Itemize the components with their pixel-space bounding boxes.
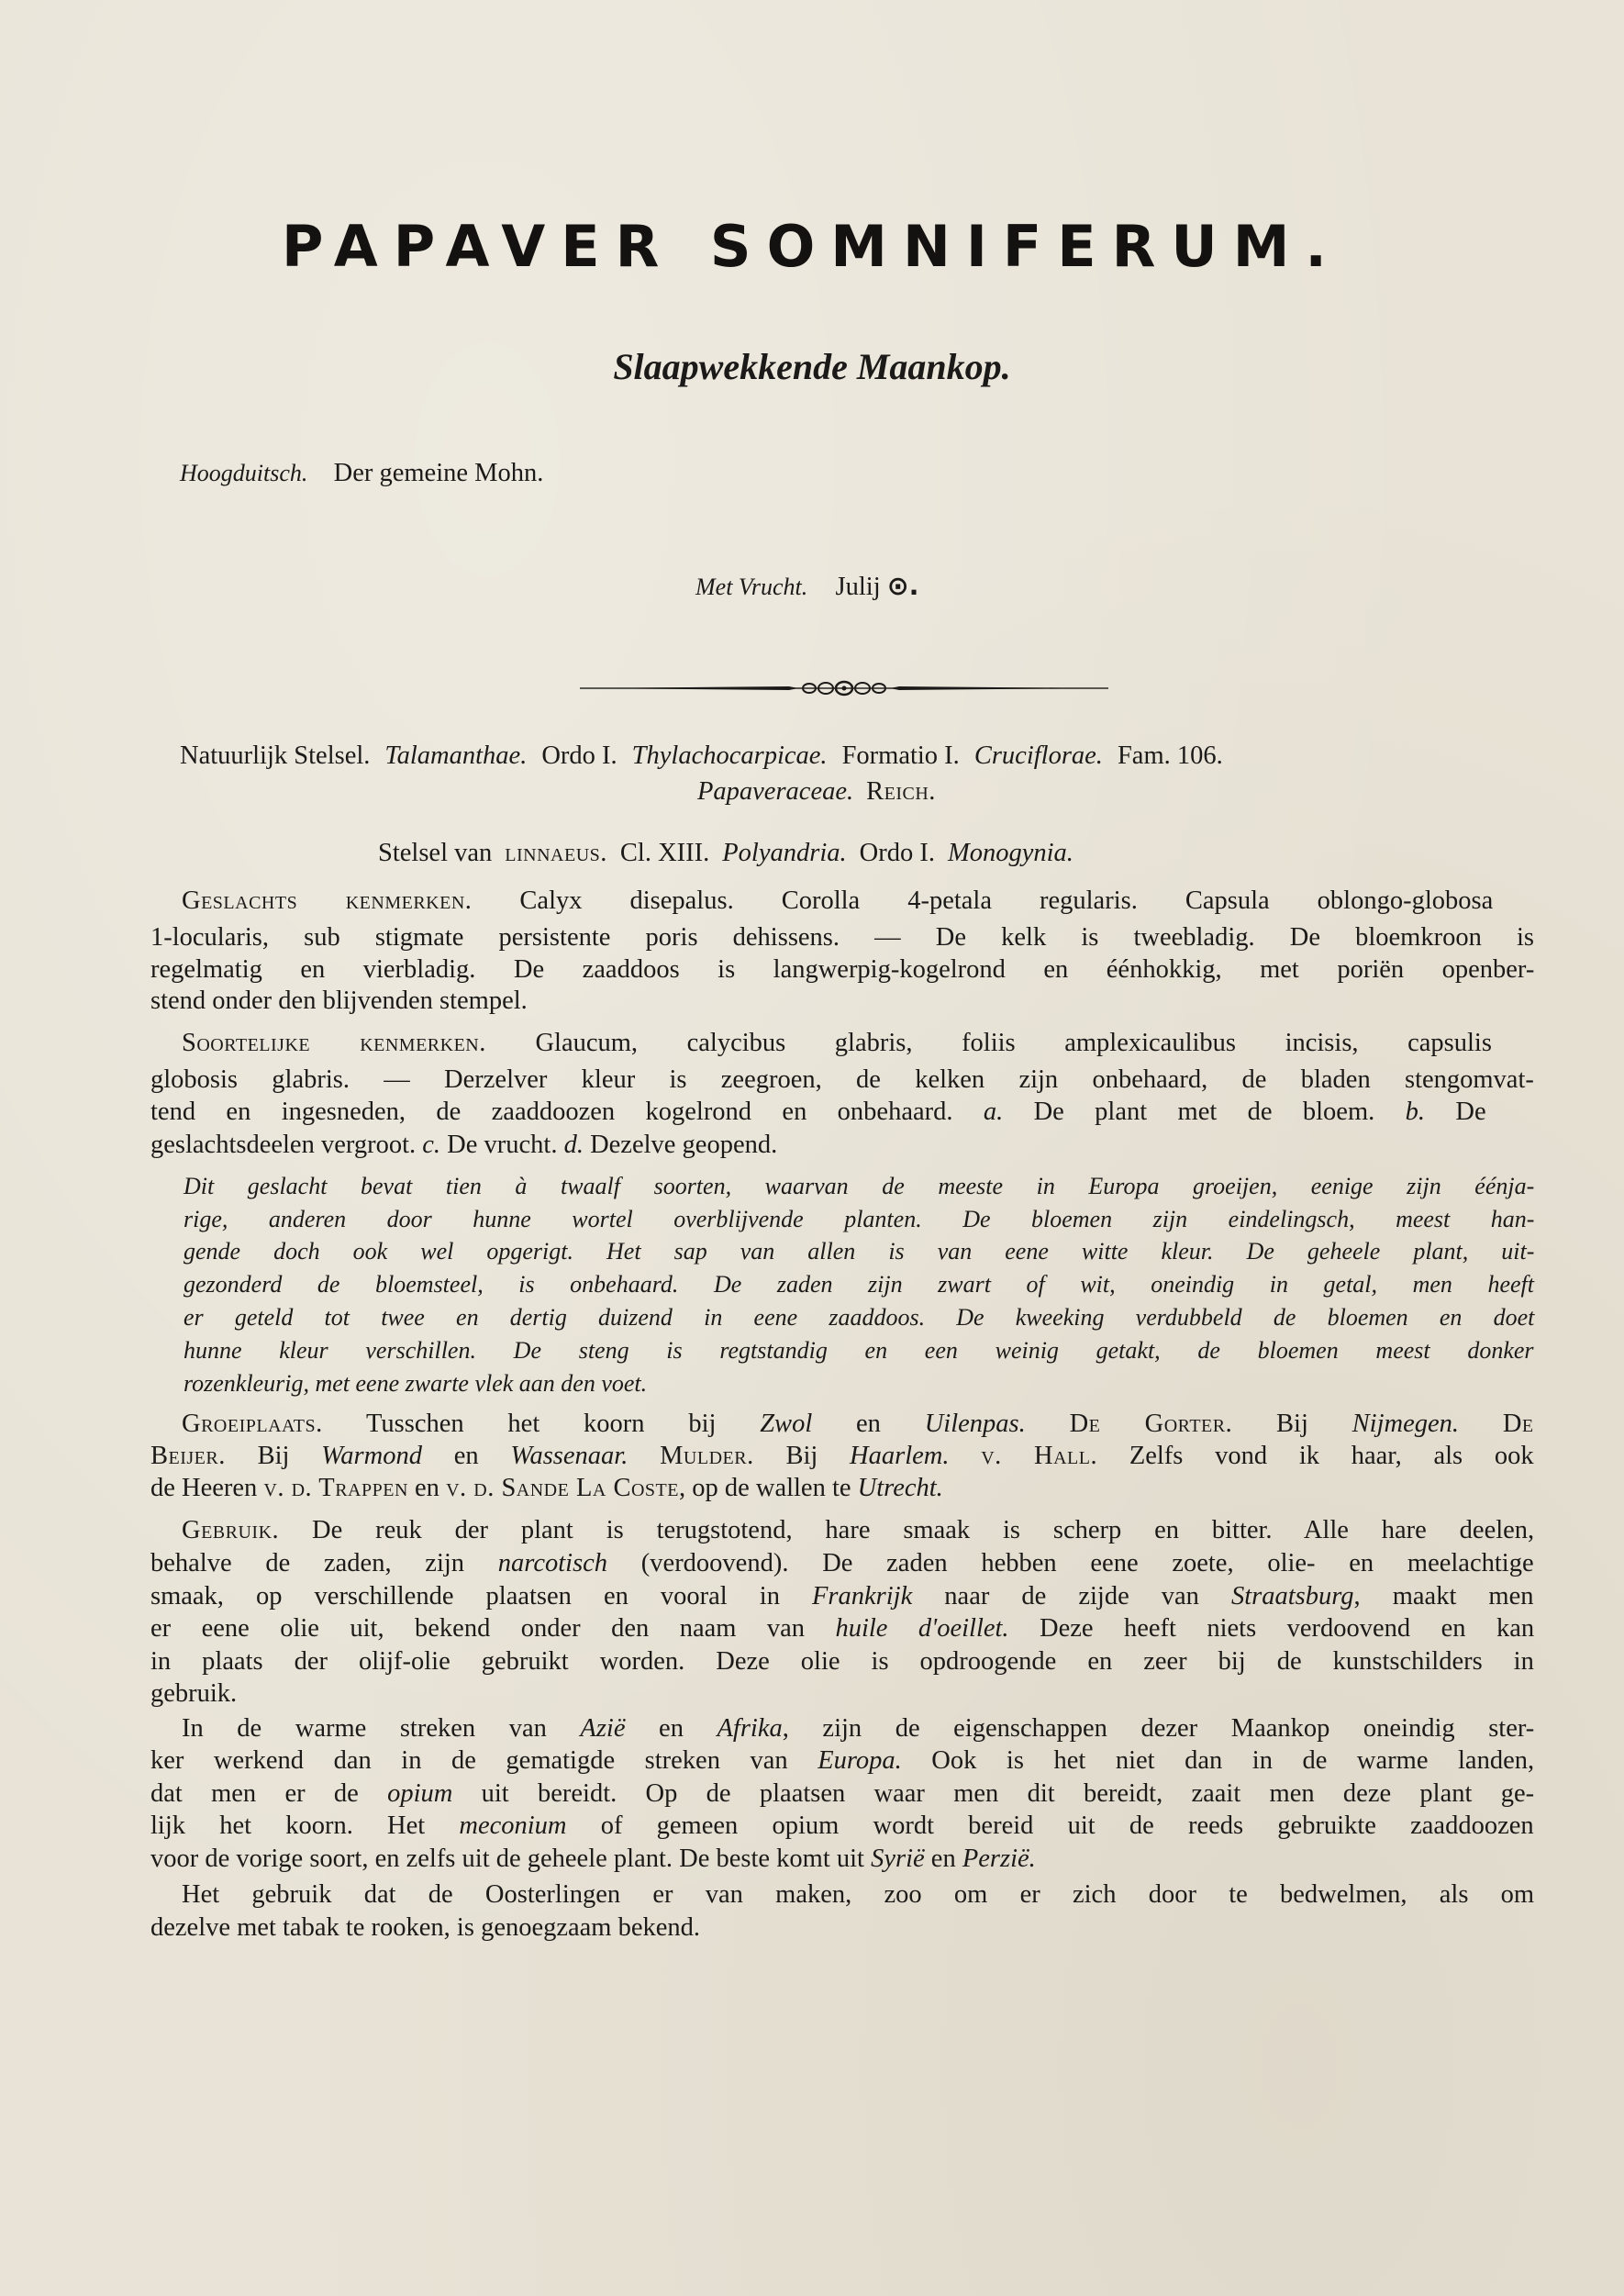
italic-text: Utrecht. [857,1474,943,1502]
italic-text: Nijmegen. [1351,1410,1460,1438]
text-run: , op de wallen te [678,1474,858,1502]
text-run: naar de zijde van [912,1582,1231,1611]
text-line [150,1442,1534,1471]
smallcaps-text: v. d. Trappen [263,1474,408,1502]
text-run: Fam. 106. [1117,741,1223,770]
text-line [150,1582,1533,1611]
text-run: Stelsel van [378,839,493,867]
text-run: de Heeren [150,1474,264,1502]
italic-text: huile d'oeillet. [835,1614,1009,1643]
italic-text: Talamanthae. [384,741,528,770]
text-line [184,1205,1534,1234]
natural-system-line-1 [180,741,1223,771]
italic-text: Warmond [321,1442,422,1470]
text-line [150,1131,777,1160]
italic-text: d. [563,1131,584,1159]
text-run: Glaucum, calycibus glabris, foliis amplexicaulibus incisis, capsulis [485,1029,1492,1057]
text-run: regelmatig en vierbladig. De zaaddoos is langwerpig-kogelrond en éénhokkig, met poriën openber- [150,955,1535,984]
page-title: PAPAVER SOMNIFERUM. [282,213,1342,280]
text-line [150,1679,237,1709]
text-run: De plant met de bloem. [1003,1098,1406,1126]
text-line [184,1172,1534,1201]
smallcaps-text: linnaeus. [505,839,607,867]
text-line [150,1474,943,1503]
smallcaps-text: v. d. Sande La Coste [446,1474,679,1502]
italic-text: Uilenpas. [924,1410,1026,1438]
smallcaps-text: Groeiplaats. [182,1410,323,1438]
ornament-divider [578,677,1110,699]
annual-symbol: ⊙. [886,571,919,601]
smallcaps-text: v. Hall. [981,1442,1098,1470]
text-run: stend onder den blijvenden stempel. [150,986,528,1015]
italic-text: Haarlem. [850,1442,950,1470]
text-line [184,1336,1534,1365]
text-run: dat men er de [150,1779,388,1808]
smallcaps-text: De [1502,1410,1534,1438]
text-line [150,986,528,1016]
smallcaps-text: Reich. [866,777,936,806]
italic-text: hunne kleur verschillen. De steng is regtstandig en een weinig getakt, de bloemen meest donker [184,1337,1534,1364]
common-name-lang: Hoogduitsch. [180,460,308,486]
italic-text: Papaveraceae. [697,777,854,806]
smallcaps-text: Geslachts kenmerken. [182,886,473,915]
italic-text: Syrië [871,1845,925,1873]
text-run: De reuk der plant is terugstotend, hare smaak is scherp en bitter. Alle hare deelen, [279,1516,1535,1544]
text-run: Formatio I. [841,741,960,770]
text-run: gebruik. [150,1679,238,1708]
text-line [150,955,1534,985]
italic-text: Europa. [818,1746,902,1775]
linnaeus-system-line [378,839,1073,868]
italic-text: meconium [459,1811,567,1840]
text-run: tend en ingesneden, de zaaddoozen kogelrond en onbehaard. [150,1098,984,1126]
text-line [150,1614,1534,1644]
text-run: en [407,1474,447,1502]
italic-text: er geteld tot twee en dertig duizend in eene zaaddoos. De kweeking verdubbeld de bloemen en doet [184,1304,1535,1331]
italic-text: gende doch ook wel opgerigt. Het sap van allen is van eene witte kleur. De geheele plant, uit- [184,1238,1535,1265]
text-run [1026,1410,1070,1438]
italic-text: opium [387,1779,453,1808]
text-run: Natuurlijk Stelsel. [180,741,371,770]
italic-text: Zwol [760,1410,813,1438]
smallcaps-text: Soortelijke kenmerken. [182,1029,486,1057]
text-line [150,923,1534,953]
italic-text: rige, anderen door hunne wortel overblijvende planten. De bloemen zijn eindelingsch, meest han- [184,1206,1535,1232]
common-name-line [180,459,543,488]
text-run: Bij [1232,1410,1352,1438]
text-run: Calyx disepalus. Corolla 4-petala regularis. Capsula oblongo-globosa [472,886,1494,915]
text-line [150,1549,1534,1578]
text-run: Dezelve geopend. [583,1131,778,1159]
text-run: in plaats der olijf-olie gebruikt worden. Deze olie is opdroogende en zeer bij de kunstschilders in [150,1647,1534,1676]
fruit-label: Met Vrucht. [695,574,808,600]
text-line [182,1714,1534,1744]
italic-text: rozenkleurig, met eene zwarte vlek aan den voet. [184,1370,648,1397]
smallcaps-text: Gebruik. [182,1516,280,1544]
italic-text: c. [422,1131,441,1159]
fruit-month: Julij [835,573,881,601]
text-run: voor de vorige soort, en zelfs uit de geheele plant. De beste komt uit [150,1845,872,1873]
text-run: De [1425,1098,1486,1126]
italic-text: Polyandria. [722,839,847,867]
italic-text: Wassenaar. [510,1442,628,1470]
text-run: 1-locularis, sub stigmate persistente poris dehissens. — De kelk is tweebladig. De bloemkroon is [150,923,1534,952]
italic-text: Straatsburg [1230,1582,1354,1611]
text-run: Ordo I. [541,741,617,770]
italic-text: Frankrijk [812,1582,913,1611]
italic-text: Thylachocarpicae. [631,741,828,770]
text-run: en [924,1845,962,1873]
text-line [150,1098,1486,1127]
text-run: ker werkend dan in de gematigde streken van [150,1746,818,1775]
text-run: Bij [753,1442,851,1470]
text-run: Ook is het niet dan in de warme landen, [901,1746,1535,1775]
text-run: In de warme streken van [182,1714,581,1743]
italic-text: narcotisch [497,1549,608,1577]
text-run: Het gebruik dat de Oosterlingen er van maken, zoo om er zich door te bedwelmen, als om [182,1880,1535,1909]
page-subtitle: Slaapwekkende Maankop. [613,346,1011,387]
text-run: en [812,1410,925,1438]
text-run: er eene olie uit, bekend onder den naam van [150,1614,836,1643]
text-line [150,1845,1036,1874]
text-line [182,1410,1534,1439]
text-run: globosis glabris. — Derzelver kleur is zeegroen, de kelken zijn onbehaard, de bladen stengomvat- [150,1065,1534,1094]
text-line [150,1811,1534,1841]
text-run: , zijn de eigenschappen dezer Maankop oneindig ster- [782,1714,1535,1743]
text-line [182,1516,1534,1545]
italic-text: Dit geslacht bevat tien à twaalf soorten, waarvan de meeste in Europa groeijen, eenige zijn éénja- [184,1173,1535,1199]
fruit-line [695,572,918,602]
text-run: Tusschen het koorn bij [322,1410,761,1438]
italic-text: Cruciflorae. [973,741,1103,770]
natural-system-line-2 [697,777,936,807]
italic-text: gezonderd de bloemsteel, is onbehaard. De zaden zijn zwart of wit, oneindig in getal, men heeft [184,1271,1535,1298]
text-run: Cl. XIII. [619,839,710,867]
text-line [182,886,1493,916]
italic-text: a. [983,1098,1004,1126]
text-run [1459,1410,1503,1438]
text-run: en [625,1714,717,1743]
text-run: lijk het koorn. Het [150,1811,460,1840]
text-run: of gemeen opium wordt bereid uit de reeds gebruikte zaaddoozen [566,1811,1534,1840]
italic-text: Afrika [717,1714,783,1743]
text-run: De vrucht. [440,1131,564,1159]
text-line [184,1270,1534,1299]
smallcaps-text: De Gorter. [1069,1410,1233,1438]
text-run: Bij [225,1442,322,1470]
text-line [150,1647,1534,1677]
text-run [949,1442,981,1470]
text-run: smaak, op verschillende plaatsen en vooral in [150,1582,812,1611]
text-run: Deze heeft niets verdoovend en kan [1008,1614,1535,1643]
text-line [150,1779,1534,1809]
italic-text: b. [1405,1098,1425,1126]
text-line [184,1369,647,1399]
text-line [150,1746,1534,1776]
smallcaps-text: Beijer. [150,1442,226,1470]
text-line [182,1029,1492,1058]
text-line [150,1913,700,1943]
italic-text: Monogynia. [947,839,1073,867]
italic-text: Azië [580,1714,626,1743]
text-run: en [421,1442,511,1470]
text-run: Zelfs vond ik haar, als ook [1097,1442,1534,1470]
text-run: Ordo I. [859,839,935,867]
text-run: (verdoovend). De zaden hebben eene zoete, olie- en meelachtige [607,1549,1534,1577]
text-run: , maakt men [1353,1582,1534,1611]
text-run: geslachtsdeelen vergroot. [150,1131,423,1159]
text-line [182,1880,1534,1910]
text-run: uit bereidt. Op de plaatsen waar men dit bereidt, zaait men deze plant ge- [452,1779,1535,1808]
text-line [150,1065,1534,1095]
common-name: Der gemeine Mohn. [333,459,544,487]
smallcaps-text: Mulder. [660,1442,754,1470]
text-run: behalve de zaden, zijn [150,1549,498,1577]
text-run: dezelve met tabak te rooken, is genoegzaam bekend. [150,1913,701,1942]
italic-text: Perzië. [962,1845,1036,1873]
text-run [628,1442,660,1470]
text-line [184,1303,1534,1332]
text-line [184,1237,1534,1266]
